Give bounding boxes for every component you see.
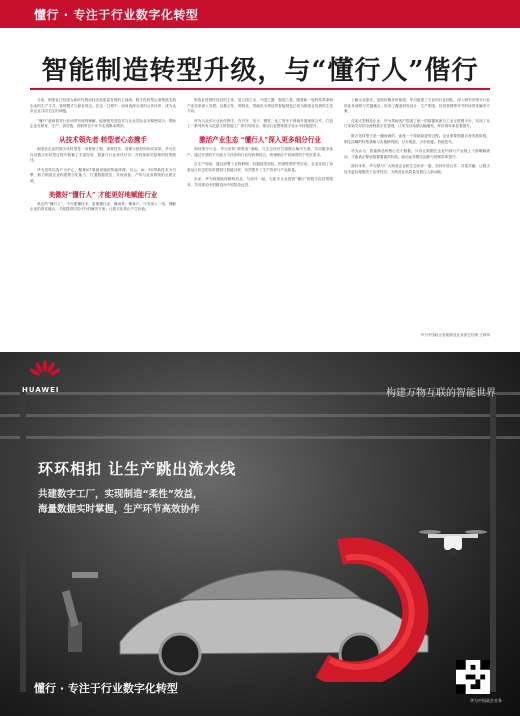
article-body: [30, 98, 490, 344]
ad-bottom-tagline: 懂行 · 专注于行业数字化转型: [34, 682, 178, 695]
ad-subheadline-2: 海量数据实时掌握，生产环节高效协作: [38, 504, 200, 515]
article-column-1: [30, 98, 176, 344]
article-subheading: 美微好“懂行人” 才能更好地赋能行业: [48, 190, 158, 199]
article-paragraph: 数字化转型不是一蹴而就的，而是一个持续演进的过程。企业需要根据自身发展阶段，制定清晰的转型战略与实施路线图，分步推进，小步快跑，持续迭代。: [344, 133, 490, 144]
article-paragraph: “懂行”意味着对行业场景有深刻理解，能够把先进技术与企业实际业务紧密结合，帮助企业在研发、生产、供应链、营销等各个环节实现降本增效。: [30, 118, 176, 129]
factory-beam: [0, 436, 520, 439]
article-paragraph: 制造业是国民经济的主体，是立国之本、兴国之器、强国之基。随着新一轮科技革命和产业变革深入发展，以数字化、网络化、智能化为特征的智能制造已成为制造业发展的主攻方向。: [187, 98, 333, 114]
headline-divider: [30, 88, 490, 90]
huawei-logo-icon: [30, 360, 60, 384]
article-paragraph: 在生产现场，通过部署工业物联网、机器视觉质检、预测性维护等应用，企业实现了设备运行状态的实时感知与智能分析，有效提升了生产效率与产品质量。: [187, 162, 333, 172]
ad-slogan: 构建万物互联的智能世界: [386, 388, 496, 399]
huawei-brand-name: HUAWEI: [22, 386, 60, 394]
article-paragraph: 未来，华为将继续深耕制造业，与伙伴一起，为更多企业提供“懂行”的数字化转型服务，共同推动中国制造向中国智造迈进。: [187, 177, 333, 187]
article-subheading: 激活产业生态 “懂行人”深入更多细分行业: [199, 135, 321, 144]
article-paragraph: 当前，制造业已经成为新时代推动经济高质量发展的主战场，数字化转型正深刻改变着企业的生产方式、管理模式与商业形态。在这一过程中，如何选择合适的合作伙伴，成为众多企业共同关注的问题。: [30, 98, 176, 114]
article-column-3: [344, 98, 490, 344]
qr-code[interactable]: [456, 660, 490, 694]
article-paragraph: 面向未来，华为愿与广大制造企业和生态伙伴一道，坚持开放合作、共创共赢，让数字技术更好地服务于实体经济，为制造业高质量发展注入新动能。: [344, 164, 490, 174]
qr-code-icon: [456, 660, 490, 694]
article-paragraph: 面向细分行业，华为坚持“被集成”战略，与生态伙伴共建联合解决方案，共同服务客户。通过开放的平台能力与伙伴的行业经验相结合，快速响应不同场景的个性化需求。: [187, 146, 333, 157]
factory-pillar: [490, 392, 496, 692]
qr-caption: 华为中国政企业务: [470, 698, 502, 703]
article-headline: 智能制造转型升级，与“懂行人”偕行: [41, 56, 479, 86]
huawei-advertisement: [0, 352, 520, 716]
article-paragraph: 在某大型制造企业，华为帮助客户搭建了统一的数据底座与工业互联网平台，实现了从订单到交付的全流程数字化管理，订单交付周期大幅缩短，库存周转率显著提升。: [344, 118, 490, 129]
article-paragraph: 华为认为，智能制造的核心在于数据。只有让数据在企业内部与产业链上下游顺畅流动，才能真正释放数据要素的价值，驱动业务模式创新与管理效率提升。: [344, 149, 490, 159]
article-column-2: [187, 98, 333, 344]
header-tagline: 懂行 · 专注于行业数字化转型: [34, 8, 199, 22]
robot-arm-icon: [50, 562, 100, 652]
car-chassis-illustration: [110, 532, 440, 682]
ad-subheadline-1: 共建数字工厂，实现制造“柔性”效益，: [38, 489, 203, 500]
article-paragraph: 制造业企业的数字化转型是一项系统工程，需要技术、管理与组织的协同变革。华为在自身数字化转型过程中积累了丰富经验，愿意与行业伙伴分享，共同探索可复制的转型路径。: [30, 146, 176, 163]
ad-headline: 环环相扣 让生产跳出流水线: [38, 460, 237, 478]
article-paragraph: 华为坚持以客户为中心，聚焦ICT基础设施和智能终端，以云、AI、5G等新技术为引擎，助力制造企业构建数字化能力，打通数据孤岛，实现设备、产线与业务系统的全面互联。: [30, 167, 176, 183]
article-byline: 华为中国政企智能制造业务部总经理 王炳炜: [420, 333, 490, 337]
article-paragraph: 真正的“懂行人”，不仅要懂技术，更要懂行业、懂场景、懂客户。只有深入一线，理解企业的真实痛点，才能提供切实可行的解决方案，让数字化真正产生价值。: [30, 201, 176, 212]
factory-pillar: [20, 392, 26, 692]
factory-beam: [0, 414, 520, 417]
article-paragraph: 华为与众多行业伙伴携手，在汽车、电子、钢铁、化工等多个领域开展深度合作，打造了一系列具有示范意义的智能工厂和灯塔项目，推动行业整体数字化水平持续提升。: [187, 118, 333, 129]
article-subheading: 从技术领先者 转型者心态携手: [58, 135, 147, 144]
article-paragraph: 了解企业需求，是做好服务的前提。华为组建了专业的行业团队，深入研究各细分行业的业务流程与关键痛点，形成了覆盖研发设计、生产制造、经营管理等环节的场景化解决方案。: [344, 98, 490, 114]
